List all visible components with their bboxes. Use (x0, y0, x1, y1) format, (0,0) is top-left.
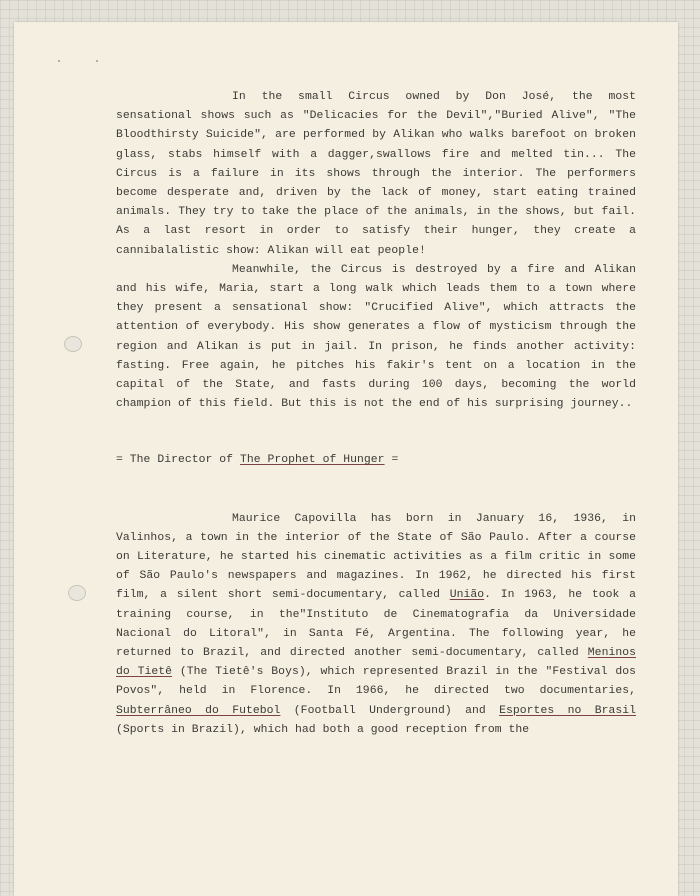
director-text-1: Maurice Capovilla has born in January 16, 1936, in Valinhos, a town in the interior of the State of São Paulo. After a course on Literature, he started his cinematic activities as a film critic in some of São Paulo's newspapers and magazines. In 1962, he directed his first film, a silent short semi-documentary, called (116, 512, 636, 602)
heading-film-title: The Prophet of Hunger (239, 454, 385, 467)
director-paragraph (116, 510, 636, 740)
punch-hole-upper (64, 336, 82, 352)
typewritten-text (116, 88, 636, 740)
film-title-esportes-no-brasil: Esportes no Brasil (499, 704, 637, 717)
heading-prefix: = The Director of (116, 454, 240, 467)
paper-speck (58, 60, 60, 62)
synopsis-paragraph-2: Meanwhile, the Circus is destroyed by a fire and Alikan and his wife, Maria, start a long walk which leads them to a town where they present a sensational show: "Crucified Alive", which attracts the attention of everybody. His show generates a flow of mysticism through the region and Alikan is put in jail. In prison, he finds another activity: fasting. Free again, he pitches his fakir's tent on a location in the capital of the State, and fasts during 100 days, becoming the world champion of this field. But this is not the end of his surprising journey.. (116, 263, 636, 411)
paper-speck (96, 60, 98, 62)
punch-hole-lower (68, 585, 86, 601)
film-title-meninos-do-tiete: Meninos do Tietê (116, 647, 636, 679)
director-text-2: . In 1963, he took a training course, in the"Instituto de Cinematografia da Universidade Nacional do Litoral", in Santa Fé, Argentina. The following year, he returned to Brazil, and directed another semi-documentary, called (116, 589, 636, 660)
director-text-4: (Football Underground) and (280, 704, 500, 717)
director-text-5: (Sports in Brazil), which had both a good reception from the (116, 723, 530, 736)
heading-suffix: = (384, 454, 399, 467)
director-text-3: (The Tietê's Boys), which represented Brazil in the "Festival dos Povos", held in Florence. In 1966, he directed two documentaries, (116, 666, 636, 698)
section-heading (116, 451, 636, 470)
film-title-uniao: União (449, 589, 485, 602)
synopsis-paragraph-1: In the small Circus owned by Don José, the most sensational shows such as "Delicacies for the Devil","Buried Alive", "The Bloodthirsty Suicide", are performed by Alikan who walks barefoot on broken glass, stabs himself with a dagger,swallows fire and melted tin... The Circus is a failure in its shows through the interior. The performers become desperate and, driven by the lack of money, start eating trained animals. They try to take the place of the animals, in the shows, but fail. As a last resort in order to satisfy their hunger, they create a cannibalalistic show: Alikan will eat people! (116, 91, 636, 257)
film-title-subterraneo-do-futebol: Subterrâneo do Futebol (116, 704, 281, 717)
